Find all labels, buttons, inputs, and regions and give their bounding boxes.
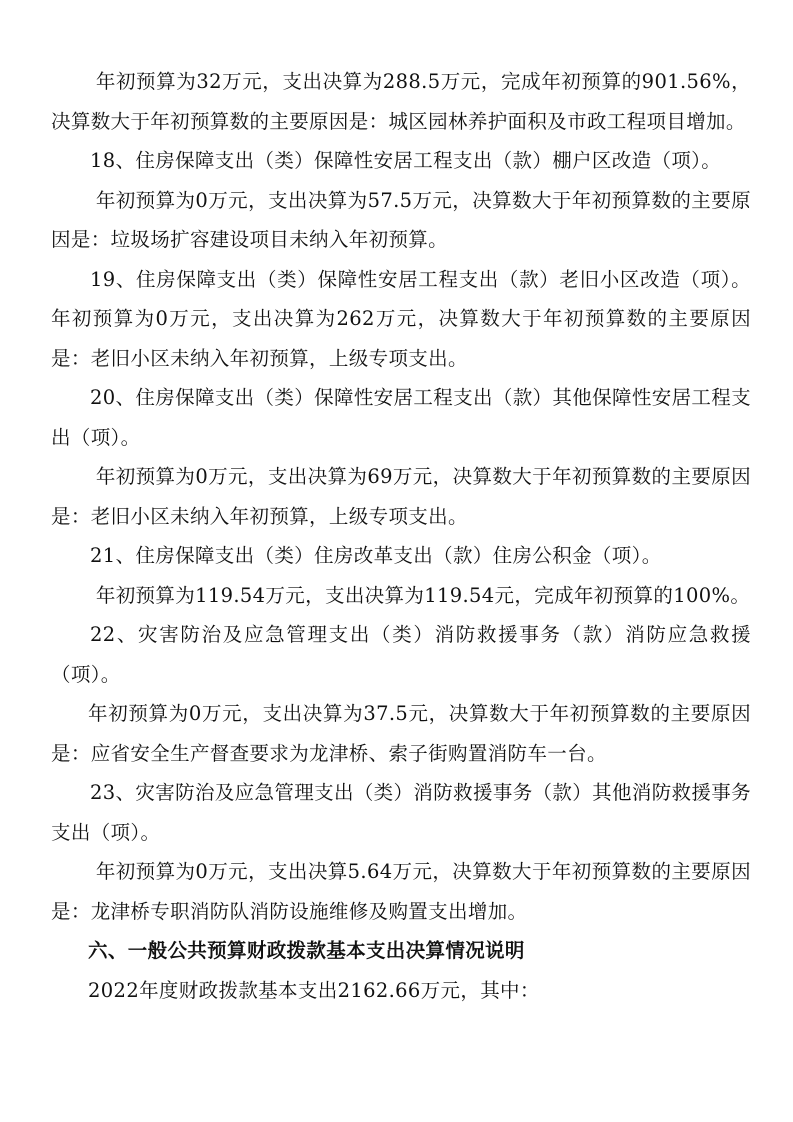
paragraph-item-18: 18、住房保障支出（类）保障性安居工程支出（款）棚户区改造（项）。 — [90, 149, 722, 172]
paragraph-item-21-detail: 年初预算为119.54万元，支出决算为119.54元，完成年初预算的100%。 — [95, 583, 751, 607]
paragraph-1: 年初预算为32万元，支出决算为288.5万元，完成年初预算的901.56%，决算数大于年初预算数的主要原因是：城区园林养护面积及市政工程项目增加。 — [51, 70, 751, 133]
paragraph-item-19: 19、住房保障支出（类）保障性安居工程支出（款）老旧小区改造（项）。年初预算为0万元，支出决算为262万元，决算数大于年初预算数的主要原因是：老旧小区未纳入年初预算，上级专项支出。 — [51, 267, 751, 370]
paragraph-item-18-detail: 年初预算为0万元，支出决算为57.5万元，决算数大于年初预算数的主要原因是：垃圾场扩容建设项目未纳入年初预算。 — [51, 188, 751, 251]
paragraph-item-23: 23、灾害防治及应急管理支出（类）消防救援事务（款）其他消防救援事务支出（项）。 — [51, 781, 751, 844]
section-heading: 六、一般公共预算财政拨款基本支出决算情况说明 — [88, 939, 525, 962]
paragraph-item-23-detail: 年初预算为0万元，支出决算5.64万元，决算数大于年初预算数的主要原因是：龙津桥专职消防队消防设施维修及购置支出增加。 — [51, 860, 751, 923]
paragraph-item-21: 21、住房保障支出（类）住房改革支出（款）住房公积金（项）。 — [90, 544, 662, 567]
paragraph-item-20-detail: 年初预算为0万元，支出决算为69万元，决算数大于年初预算数的主要原因是：老旧小区未纳入年初预算，上级专项支出。 — [51, 465, 751, 528]
document-body — [51, 62, 751, 1010]
paragraph-item-22-detail: 年初预算为0万元，支出决算为37.5元，决算数大于年初预算数的主要原因是：应省安全生产督查要求为龙津桥、索子街购置消防车一台。 — [51, 702, 751, 765]
paragraph-item-22: 22、灾害防治及应急管理支出（类）消防救援事务（款）消防应急救援（项）。 — [51, 623, 751, 686]
paragraph-item-20: 20、住房保障支出（类）保障性安居工程支出（款）其他保障性安居工程支出（项）。 — [51, 386, 751, 449]
paragraph-basic-expenditure: 2022年度财政拨款基本支出2162.66万元，其中： — [88, 978, 540, 1002]
